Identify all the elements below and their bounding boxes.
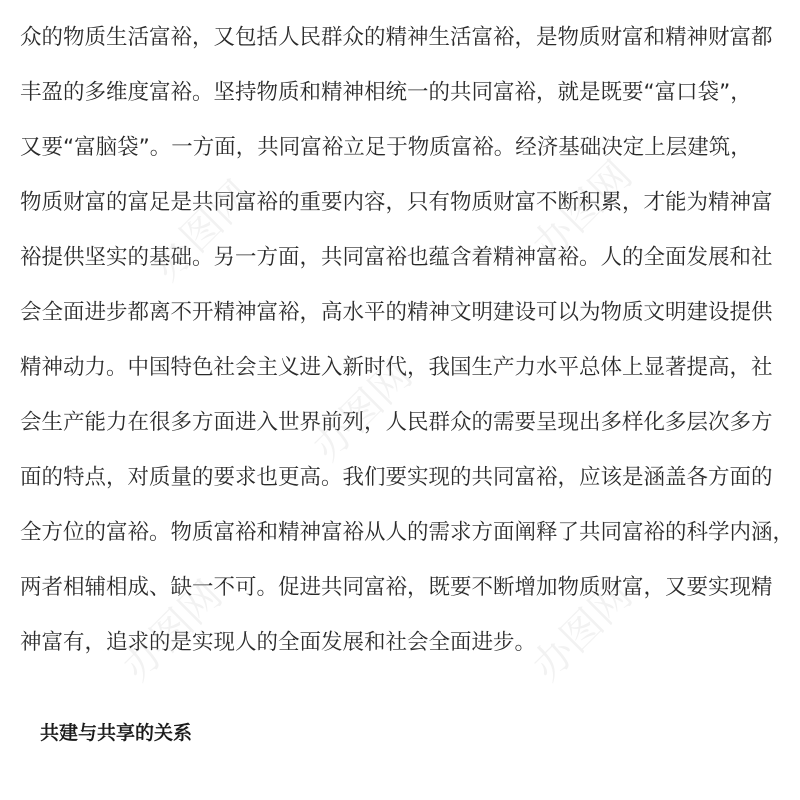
- watermark: 办图网: [303, 352, 422, 470]
- paragraph-line: 全方位的富裕。物质富裕和精神富裕从人的需求方面阐释了共同富裕的科学内涵，: [20, 520, 795, 545]
- paragraph-line: 众的物质生活富裕，又包括人民群众的精神生活富裕，是物质财富和精神财富都: [20, 25, 773, 50]
- watermark: 办图网: [143, 172, 262, 290]
- paragraph-line: 会生产能力在很多方面进入世界前列，人民群众的需要呈现出多样化多层次多方: [20, 410, 773, 435]
- paragraph-line: 精神动力。中国特色社会主义进入新时代，我国生产力水平总体上显著提高，社: [20, 355, 773, 380]
- paragraph-line: 又要“富脑袋”。一方面，共同富裕立足于物质富裕。经济基础决定上层建筑，: [20, 135, 752, 160]
- paragraph-line: 裕提供坚实的基础。另一方面，共同富裕也蕴含着精神富裕。人的全面发展和社: [20, 245, 773, 270]
- paragraph-line: 会全面进步都离不开精神富裕，高水平的精神文明建设可以为物质文明建设提供: [20, 300, 773, 325]
- paragraph-line: 神富有，追求的是实现人的全面发展和社会全面进步。: [20, 630, 537, 655]
- watermark: 办图网: [523, 572, 642, 690]
- watermark: 办图网: [113, 572, 232, 690]
- section-heading: 共建与共享的关系: [40, 722, 193, 744]
- paragraph-line: 物质财富的富足是共同富裕的重要内容，只有物质财富不断积累，才能为精神富: [20, 190, 773, 215]
- paragraph-line: 两者相辅相成、缺一不可。促进共同富裕，既要不断增加物质财富，又要实现精: [20, 575, 773, 600]
- watermark: 办图网: [523, 152, 642, 270]
- paragraph-line: 面的特点，对质量的要求也更高。我们要实现的共同富裕，应该是涵盖各方面的: [20, 465, 773, 490]
- paragraph-line: 丰盈的多维度富裕。坚持物质和精神相统一的共同富裕，就是既要“富口袋”，: [20, 80, 752, 105]
